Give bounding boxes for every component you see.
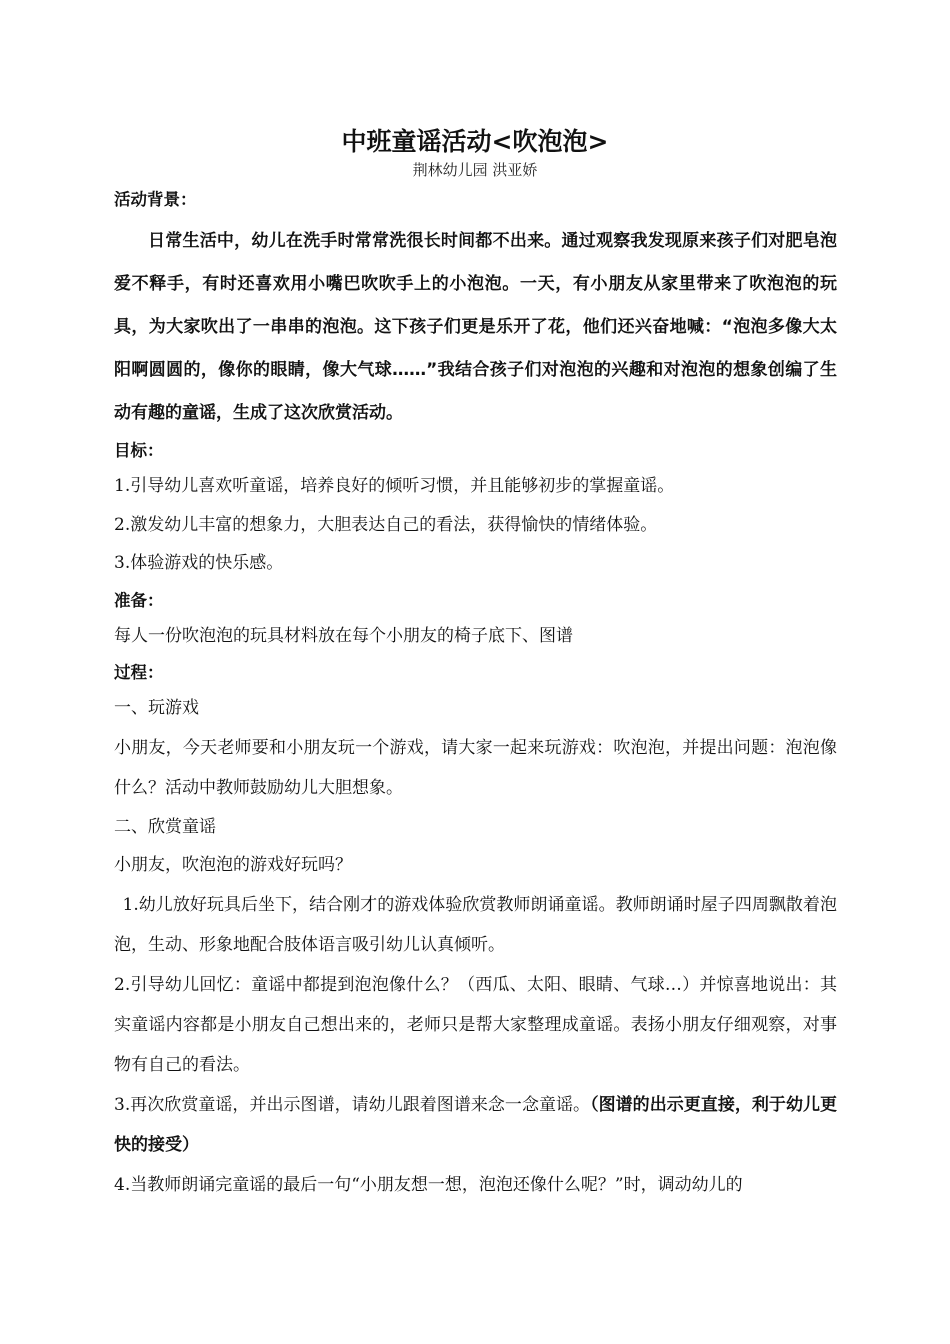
document-author: 荆林幼儿园 洪亚娇: [412, 161, 538, 179]
step2-item-1: 1.幼儿放好玩具后坐下，结合刚才的游戏体验欣赏教师朗诵童谣。教师朗诵时屋子四周飘散着泡泡，生动、形象地配合肢体语言吸引幼儿认真倾听。: [114, 894, 837, 955]
step2-item-2: 2.引导幼儿回忆：童谣中都提到泡泡像什么？（西瓜、太阳、眼睛、气球…）并惊喜地说出：其实童谣内容都是小朋友自己想出来的，老师只是帮大家整理成童谣。表扬小朋友仔细观察，对事物有自己的看法。: [114, 974, 837, 1075]
step2-item-3-note: （图谱的出示更直接，利于幼儿更快的接受）: [114, 1094, 838, 1155]
step2-item-3: 3.再次欣赏童谣，并出示图谱，请幼儿跟着图谱来念一念童谣。: [114, 1094, 591, 1115]
document-title: 中班童谣活动<吹泡泡>: [341, 127, 609, 156]
background-paragraph: 日常生活中，幼儿在洗手时常常洗很长时间都不出来。通过观察我发现原来孩子们对肥皂泡爱不释手，有时还喜欢用小嘴巴吹吹手上的小泡泡。一天，有小朋友从家里带来了吹泡泡的玩具，为大家吹出了一串串的泡泡。这下孩子们更是乐开了花，他们还兴奋地喊：“泡泡多像大太阳啊圆圆的，像你的眼睛，像大气球……”我结合孩子们对泡泡的兴趣和对泡泡的想象创编了生动有趣的童谣，生成了这次欣赏活动。: [114, 231, 837, 423]
step2-question: 小朋友，吹泡泡的游戏好玩吗？: [114, 855, 352, 875]
preparation-heading: 准备：: [114, 590, 164, 610]
goal-item-1: 1.引导幼儿喜欢听童谣，培养良好的倾听习惯，并且能够初步的掌握童谣。: [114, 476, 675, 496]
step2-item-3-block: [114, 1085, 837, 1165]
step2-title: 二、欣赏童谣: [114, 816, 216, 837]
document-body: [114, 184, 837, 1205]
preparation-text: 每人一份吹泡泡的玩具材料放在每个小朋友的椅子底下、图谱: [114, 625, 573, 646]
step1-text: 小朋友，今天老师要和小朋友玩一个游戏，请大家一起来玩游戏：吹泡泡，并提出问题：泡泡像什么？活动中教师鼓励幼儿大胆想象。: [114, 737, 837, 798]
step2-item-4: 4.当教师朗诵完童谣的最后一句“小朋友想一想，泡泡还像什么呢？”时，调动幼儿的: [114, 1174, 743, 1195]
step1-title: 一、玩游戏: [114, 698, 199, 718]
process-heading: 过程：: [114, 663, 164, 682]
goals-heading: 目标：: [114, 441, 164, 460]
background-heading: 活动背景：: [114, 190, 197, 209]
goal-item-3: 3.体验游戏的快乐感。: [114, 553, 284, 573]
goal-item-2: 2.激发幼儿丰富的想象力，大胆表达自己的看法，获得愉快的情绪体验。: [114, 514, 658, 535]
